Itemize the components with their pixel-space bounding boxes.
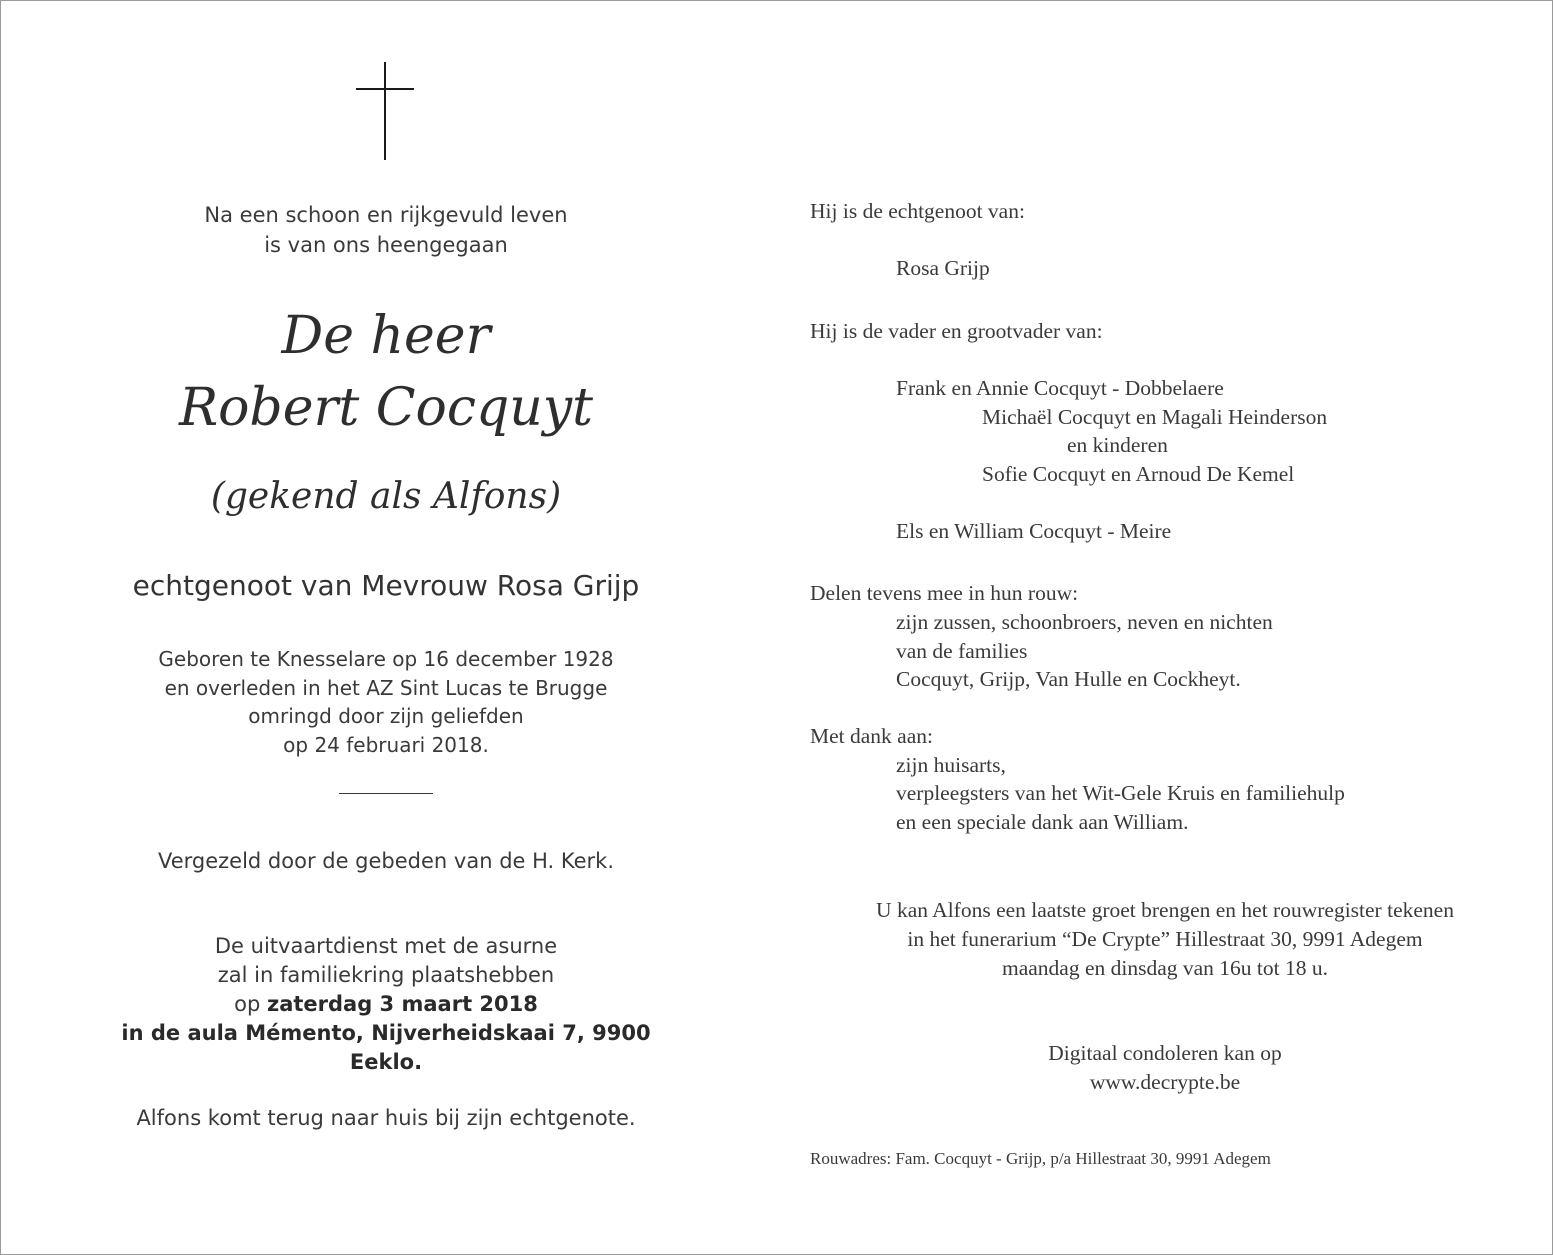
info-line: en overleden in het AZ Sint Lucas te Brugge — [164, 675, 608, 700]
info-line: Geboren te Knesselare op 16 december 1928 — [158, 647, 614, 671]
service-date-prefix: op — [234, 992, 267, 1016]
visitation-info — [780, 896, 1550, 983]
children-heading: Hij is de vader en grootvader van: — [810, 319, 1103, 343]
thanks-heading: Met dank aan: — [810, 724, 933, 748]
spouse-heading: Hij is de echtgenoot van: — [810, 199, 1025, 223]
condolence-info — [780, 1039, 1550, 1097]
funeral-service — [86, 932, 686, 1077]
visit-line: maandag en dinsdag van 16u tot 18 u. — [1001, 956, 1329, 980]
thanks-line: zijn huisarts, — [896, 753, 1006, 777]
service-line: zal in familiekring plaatshebben — [217, 963, 555, 987]
thanks-line: en een speciale dank aan William. — [896, 810, 1189, 834]
share-line: zijn zussen, schoonbroers, neven en nichten — [896, 610, 1273, 634]
birth-death-info — [86, 645, 686, 759]
divider — [339, 793, 433, 794]
service-date: zaterdag 3 maart 2018 — [266, 992, 538, 1016]
info-line: omringd door zijn geliefden — [248, 704, 524, 728]
visit-line: in het funerarium “De Crypte” Hillestraat 30, 9991 Adegem — [907, 927, 1423, 951]
spouse-name: Rosa Grijp — [896, 256, 990, 280]
grandchild-line: Michaël Cocquyt en Magali Heinderson — [982, 405, 1328, 429]
share-line: Cocquyt, Grijp, Van Hulle en Cockheyt. — [896, 667, 1241, 691]
condole-link[interactable]: www.decrypte.be — [1089, 1070, 1241, 1094]
share-heading: Delen tevens mee in hun rouw: — [810, 581, 1079, 605]
condole-line: Digitaal condoleren kan op — [1048, 1041, 1282, 1065]
intro-text — [86, 200, 686, 260]
deceased-name — [86, 300, 686, 444]
visit-line: U kan Alfons een laatste groet brengen en het rouwregister tekenen — [876, 898, 1454, 922]
service-date-line — [86, 990, 686, 1019]
name-line: Robert Cocquyt — [178, 378, 594, 438]
mourning-address: Rouwadres: Fam. Cocquyt - Grijp, p/a Hillestraat 30, 9991 Adegem — [810, 1149, 1271, 1168]
grandchild-kids-line: en kinderen — [1067, 433, 1168, 457]
child-line: Frank en Annie Cocquyt - Dobbelaere — [896, 376, 1224, 400]
intro-line: Na een schoon en rijkgevuld leven — [204, 203, 568, 227]
service-line: De uitvaartdienst met de asurne — [214, 934, 558, 958]
child-line: Els en William Cocquyt - Meire — [896, 519, 1172, 543]
home-line: Alfons komt terug naar huis bij zijn echtgenote. — [136, 1106, 636, 1130]
service-location: in de aula Mémento, Nijverheidskaai 7, 9900 Eeklo. — [121, 1021, 651, 1074]
church-line: Vergezeld door de gebeden van de H. Kerk. — [157, 849, 615, 873]
thanks-line: verpleegsters van het Wit-Gele Kruis en familiehulp — [896, 781, 1345, 805]
grandchild-line: Sofie Cocquyt en Arnoud De Kemel — [982, 462, 1295, 486]
share-line: van de families — [896, 639, 1028, 663]
title-line: De heer — [281, 306, 491, 366]
spouse-line: echtgenoot van Mevrouw Rosa Grijp — [132, 569, 640, 602]
service-location-line — [86, 1019, 686, 1077]
nickname: (gekend als Alfons) — [210, 476, 562, 517]
info-line: op 24 februari 2018. — [283, 732, 489, 757]
intro-line: is van ons heengegaan — [264, 233, 508, 257]
